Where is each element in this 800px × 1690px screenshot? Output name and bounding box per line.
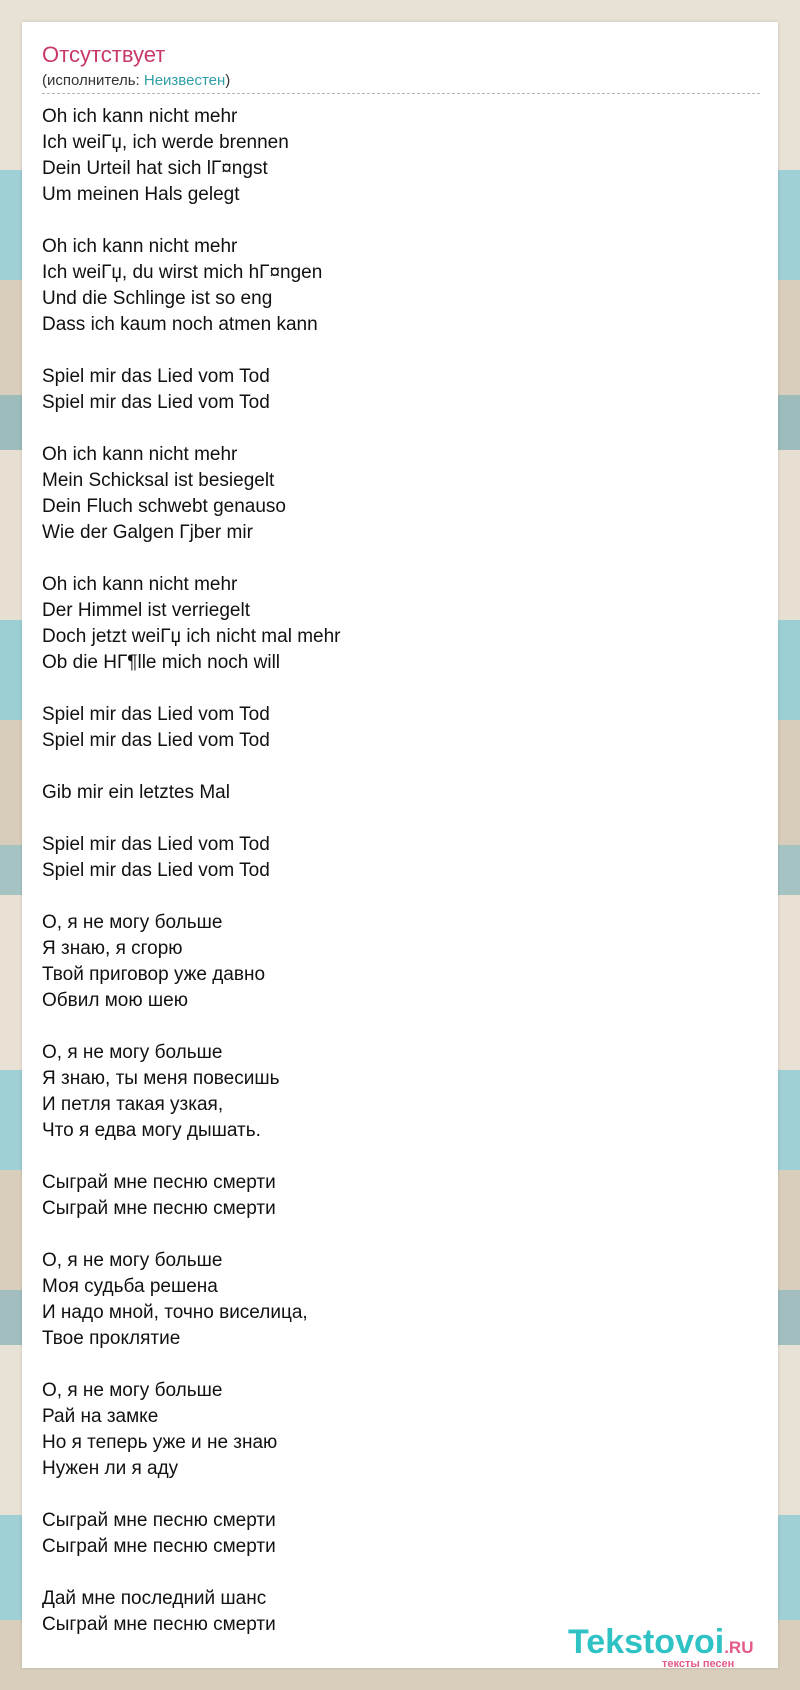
lyric-line: О, я не могу больше xyxy=(42,912,223,933)
artist-line xyxy=(42,72,230,89)
lyric-line: Дай мне последний шанс xyxy=(42,1588,267,1609)
lyric-line: Сыграй мне песню смерти xyxy=(42,1510,276,1531)
lyric-line: Wie der Galgen Гјber mir xyxy=(42,522,253,543)
lyric-line: Ich weiГџ, ich werde brennen xyxy=(42,132,289,153)
lyric-line: О, я не могу больше xyxy=(42,1250,223,1271)
stanza-break xyxy=(42,676,341,702)
lyric-line: Dein Fluch schwebt genauso xyxy=(42,496,286,517)
logo-wordmark: Tekstovoi xyxy=(568,1623,725,1661)
lyric-line: Doch jetzt weiГџ ich nicht mal mehr xyxy=(42,626,341,647)
logo-tagline: тексты песен xyxy=(662,1658,735,1670)
stanza-break xyxy=(42,1144,341,1170)
lyric-line: Oh ich kann nicht mehr xyxy=(42,236,238,257)
lyric-line: Обвил мою шею xyxy=(42,990,188,1011)
lyric-line: Spiel mir das Lied vom Tod xyxy=(42,860,270,881)
song-title: Отсутствует xyxy=(42,42,166,67)
lyric-line: Der Himmel ist verriegelt xyxy=(42,600,250,621)
lyric-line: Mein Schicksal ist besiegelt xyxy=(42,470,275,491)
lyric-line: Spiel mir das Lied vom Tod xyxy=(42,834,270,855)
lyric-line: Я знаю, ты меня повесишь xyxy=(42,1068,280,1089)
lyric-line: Нужен ли я аду xyxy=(42,1458,179,1479)
lyric-line: Что я едва могу дышать. xyxy=(42,1120,261,1141)
lyric-line: Моя судьба решена xyxy=(42,1276,218,1297)
lyric-line: Dein Urteil hat sich lГ¤ngst xyxy=(42,158,268,179)
lyric-line: Spiel mir das Lied vom Tod xyxy=(42,704,270,725)
lyric-line: Dass ich kaum noch atmen kann xyxy=(42,314,318,335)
lyric-line: Um meinen Hals gelegt xyxy=(42,184,240,205)
lyrics-card xyxy=(22,22,778,1668)
lyric-line: Я знаю, я сгорю xyxy=(42,938,183,959)
lyric-line: Gib mir ein letztes Mal xyxy=(42,782,230,803)
stanza-break xyxy=(42,884,341,910)
lyric-line: Oh ich kann nicht mehr xyxy=(42,106,238,127)
lyric-line: Сыграй мне песню смерти xyxy=(42,1198,276,1219)
lyric-line: Сыграй мне песню смерти xyxy=(42,1536,276,1557)
lyric-line: Рай на замке xyxy=(42,1406,159,1427)
site-logo[interactable] xyxy=(568,1623,768,1670)
lyric-line: Oh ich kann nicht mehr xyxy=(42,574,238,595)
lyric-line: Spiel mir das Lied vom Tod xyxy=(42,392,270,413)
lyric-line: Spiel mir das Lied vom Tod xyxy=(42,366,270,387)
stanza-break xyxy=(42,1222,341,1248)
lyric-line: Твой приговор уже давно xyxy=(42,964,266,985)
lyric-line: О, я не могу больше xyxy=(42,1380,223,1401)
lyric-line: Ich weiГџ, du wirst mich hГ¤ngen xyxy=(42,262,323,283)
stanza-break xyxy=(42,546,341,572)
stanza-break xyxy=(42,416,341,442)
lyric-line: Oh ich kann nicht mehr xyxy=(42,444,238,465)
lyric-line: Ob die HГ¶lle mich noch will xyxy=(42,652,281,673)
stanza-break xyxy=(42,1014,341,1040)
lyric-line: О, я не могу больше xyxy=(42,1042,223,1063)
lyric-line: Spiel mir das Lied vom Tod xyxy=(42,730,270,751)
artist-prefix: (исполнитель: xyxy=(42,72,144,89)
artist-link[interactable]: Неизвестен xyxy=(143,72,226,89)
lyric-line: И надо мной, точно виселица, xyxy=(42,1302,308,1323)
title-divider xyxy=(42,93,760,94)
stanza-break xyxy=(42,806,341,832)
stanza-break xyxy=(42,1560,341,1586)
lyric-line: Но я теперь уже и не знаю xyxy=(42,1432,278,1453)
stanza-break xyxy=(42,208,341,234)
lyric-line: Сыграй мне песню смерти xyxy=(42,1614,276,1635)
stanza-break xyxy=(42,754,341,780)
logo-tld: .RU xyxy=(724,1638,754,1657)
lyric-line: Und die Schlinge ist so eng xyxy=(42,288,273,309)
stanza-break xyxy=(42,338,341,364)
stanza-break xyxy=(42,1352,341,1378)
lyrics-text xyxy=(42,104,341,1638)
stanza-break xyxy=(42,1482,341,1508)
lyric-line: Сыграй мне песню смерти xyxy=(42,1172,276,1193)
lyric-line: И петля такая узкая, xyxy=(42,1094,224,1115)
artist-suffix: ) xyxy=(225,72,231,89)
lyric-line: Твое проклятие xyxy=(42,1328,181,1349)
